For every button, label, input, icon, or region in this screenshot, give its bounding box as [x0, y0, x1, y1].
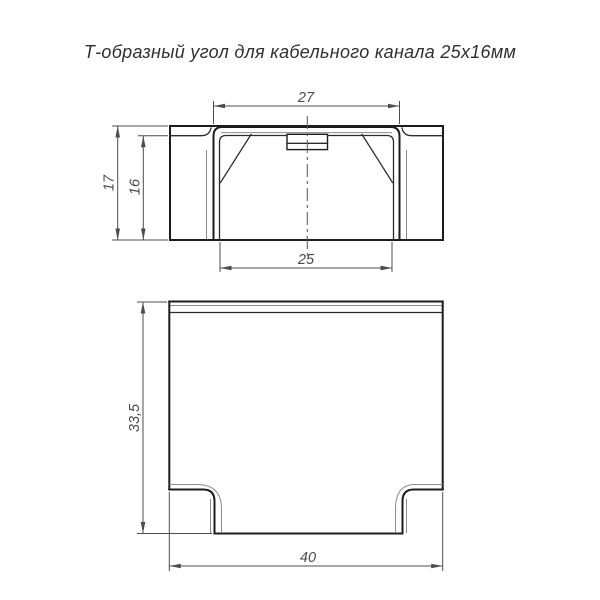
plan-view — [127, 302, 443, 572]
dim-16-arrow-bottom — [141, 229, 146, 241]
wing-inner-line-right — [402, 128, 443, 136]
dimension-16 — [128, 136, 169, 240]
dim-27-arrow-left — [214, 104, 226, 109]
dim-17-arrow-top — [115, 126, 120, 138]
dim-33-5-extension-lines — [137, 302, 212, 534]
dim-16-label: 16 — [127, 178, 144, 196]
dim-27-arrow-right — [388, 104, 400, 109]
dim-33-5-label: 33,5 — [127, 403, 143, 433]
dimension-27 — [214, 90, 400, 124]
dim-25-label: 25 — [297, 252, 315, 268]
dim-33-5-arrow-bottom — [141, 522, 146, 534]
dimension-25 — [220, 242, 392, 272]
drawing-title: Т-образный угол для кабельного канала 25х16мм — [83, 42, 517, 62]
dim-40-arrow-right — [431, 564, 443, 569]
wing-inner-line-left — [170, 128, 211, 136]
front-view — [102, 90, 444, 272]
dim-40-arrow-left — [169, 564, 181, 569]
dim-40-label: 40 — [299, 550, 317, 566]
dim-25-arrow-right — [381, 266, 393, 271]
dim-27-label: 27 — [297, 90, 315, 106]
dim-33-5-arrow-top — [141, 302, 146, 314]
dim-25-arrow-left — [220, 266, 232, 271]
dim-17-label: 17 — [101, 174, 118, 192]
dim-16-arrow-top — [141, 136, 146, 148]
diagonal-brace-right — [362, 135, 393, 183]
diagonal-brace-left — [221, 135, 252, 183]
cover-inner-contour — [220, 136, 394, 241]
dim-17-arrow-bottom — [115, 229, 120, 241]
